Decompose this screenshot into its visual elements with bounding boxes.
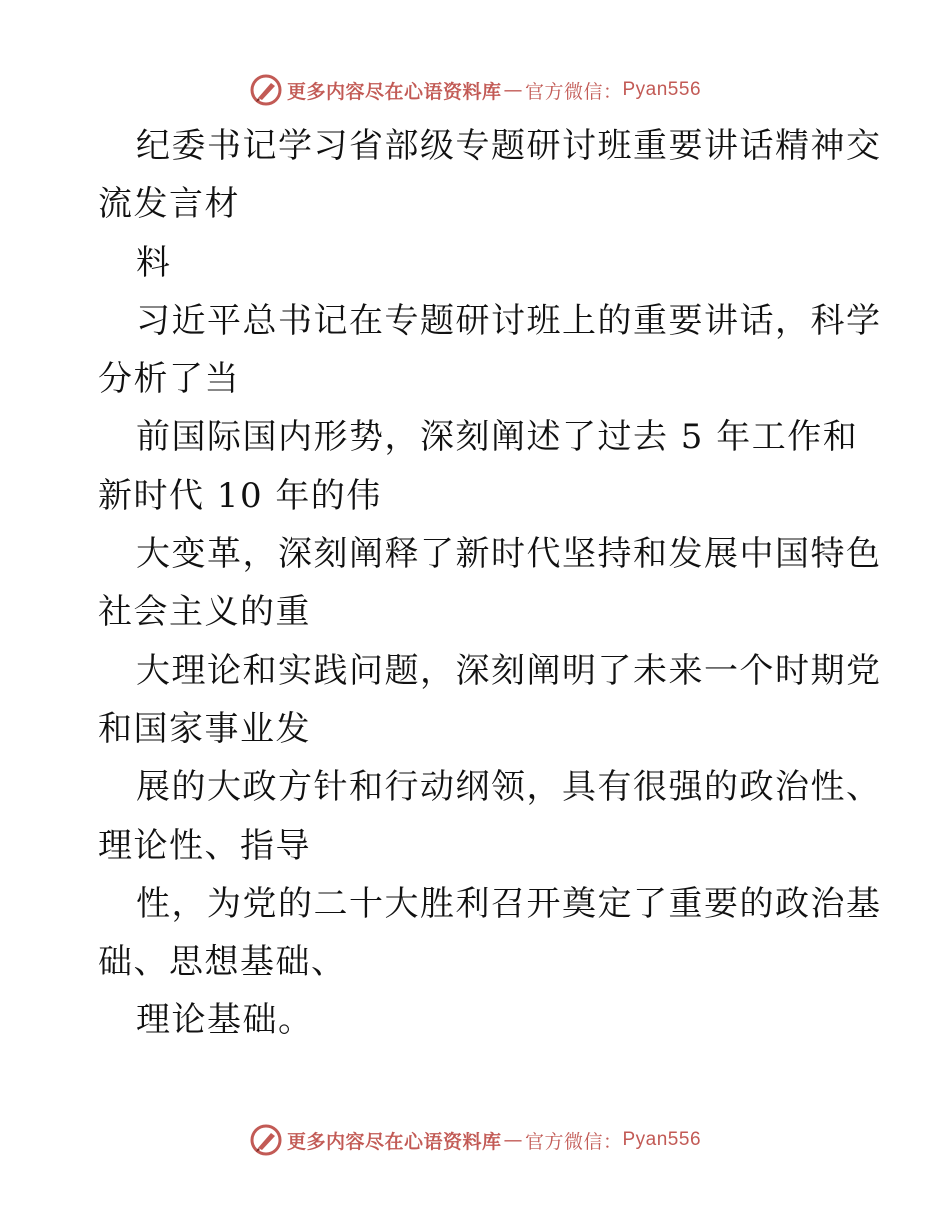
text-line: 和国家事业发 — [98, 708, 311, 749]
text-line: 社会主义的重 — [98, 592, 311, 633]
text-line: 纪委书记学习省部级专题研讨班重要讲话精神交 — [136, 126, 882, 166]
text-line: 大理论和实践问题，深刻阐明了未来一个时期党 — [136, 650, 882, 691]
watermark-wechat-id: Pyan556 — [622, 1129, 702, 1150]
pen-logo-icon — [249, 1123, 283, 1157]
text-line: 展的大政方针和行动纲领，具有很强的政治性、 — [136, 767, 882, 808]
text-line: 习近平总书记在专题研讨班上的重要讲话，科学 — [136, 300, 882, 341]
header-watermark — [0, 70, 950, 110]
watermark-site-text: 更多内容尽在心语资料库 — [286, 80, 502, 103]
watermark-wechat-id: Pyan556 — [622, 79, 702, 100]
text-line: 料 — [136, 242, 172, 283]
text-line: 新时代 10 年的伟 — [98, 475, 382, 516]
watermark-separator: — — [503, 79, 523, 101]
text-line: 理论性、指导 — [98, 825, 311, 866]
footer-watermark — [0, 1120, 950, 1160]
text-line: 性，为党的二十大胜利召开奠定了重要的政治基 — [136, 883, 882, 924]
pen-logo-icon — [249, 73, 283, 107]
text-line: 前国际国内形势，深刻阐述了过去 5 年工作和 — [136, 417, 859, 458]
watermark-wechat-label: 官方微信： — [524, 1130, 623, 1153]
watermark-site-text: 更多内容尽在心语资料库 — [286, 1130, 502, 1153]
document-body — [98, 117, 882, 1050]
watermark-wechat-label: 官方微信： — [524, 80, 623, 103]
watermark-separator: — — [503, 1129, 523, 1151]
text-line: 流发言材 — [98, 184, 240, 225]
text-line: 大变革，深刻阐释了新时代坚持和发展中国特色 — [136, 534, 882, 575]
text-line: 分析了当 — [98, 359, 240, 400]
text-line: 理论基础。 — [136, 1000, 314, 1041]
text-line: 础、思想基础、 — [98, 942, 347, 983]
